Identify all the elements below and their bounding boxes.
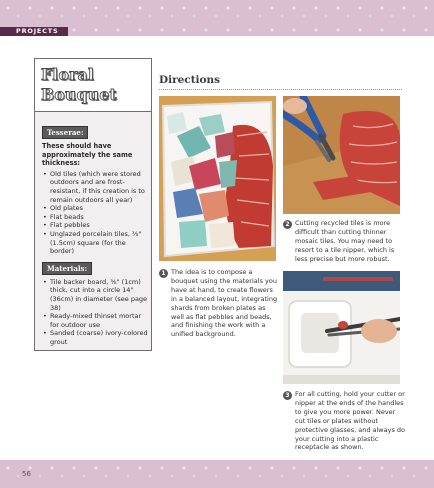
step-number-icon: 2 — [283, 220, 292, 229]
list-item: • Flat beads — [42, 213, 148, 222]
list-item: • Old tiles (which were stored outdoors and are frost-resistant, if this creation is to remain outdoors all year) — [42, 170, 148, 204]
step-text: For all cutting, hold your cutter or nipper at the ends of the handles to give you more power. Never cut tiles or plates without protective glasses, and always do your cutting into a plastic receptacle as shown. — [295, 390, 406, 452]
materials-label: Materials: — [42, 262, 92, 275]
tesserae-intro: These should have approximately the same thickness: — [42, 142, 133, 168]
tesserae-label: Tesserae: — [42, 126, 88, 139]
sidebar-content — [42, 120, 148, 346]
project-title — [35, 59, 151, 112]
title-line-2: Bouquet — [41, 85, 117, 104]
step-text: Cutting recycled tiles is more difficult than cutting thinner mosaic tiles. You may need to resort to a tile nipper, which is less precise but more robust. — [295, 219, 395, 263]
list-item: • Ready-mixed thinset mortar for outdoor use — [42, 312, 148, 329]
list-item: • Unglazed porcelain tiles, ⅜" (1.5cm) square (for the border) — [42, 230, 148, 256]
list-item: • Tile backer board, ⅜" (1cm) thick, cut into a circle 14" (36cm) in diameter (see page 38) — [42, 278, 148, 312]
dotted-divider — [159, 89, 402, 90]
section-tag: PROJECTS — [0, 27, 68, 36]
page-number: 56 — [22, 470, 31, 478]
sidebar-panel — [34, 58, 152, 351]
footer-pattern-band — [0, 460, 434, 488]
photo-tile-shards-tray — [159, 96, 276, 261]
step-number-icon: 3 — [283, 391, 292, 400]
list-item: • Sanded (coarse) ivory-colored grout — [42, 329, 148, 346]
step-text: The idea is to compose a bouquet using the materials you have at hand, to create flowers in a balanced layout, integrating shards from broken plates as well as flat pebbles and beads, and finishing the work with a unified background. — [171, 268, 278, 339]
step-3 — [283, 390, 405, 452]
step-1 — [159, 268, 279, 339]
step-2 — [283, 219, 403, 264]
title-line-1: Floral — [41, 65, 95, 84]
list-item: • Old plates — [42, 204, 148, 213]
list-item: • Flat pebbles — [42, 221, 148, 230]
photo-tile-nipper — [283, 96, 400, 214]
photo-cutting-receptacle — [283, 271, 400, 384]
directions-heading: Directions — [159, 74, 221, 86]
materials-list — [42, 278, 148, 347]
step-number-icon: 1 — [159, 269, 168, 278]
tesserae-list — [42, 170, 148, 256]
